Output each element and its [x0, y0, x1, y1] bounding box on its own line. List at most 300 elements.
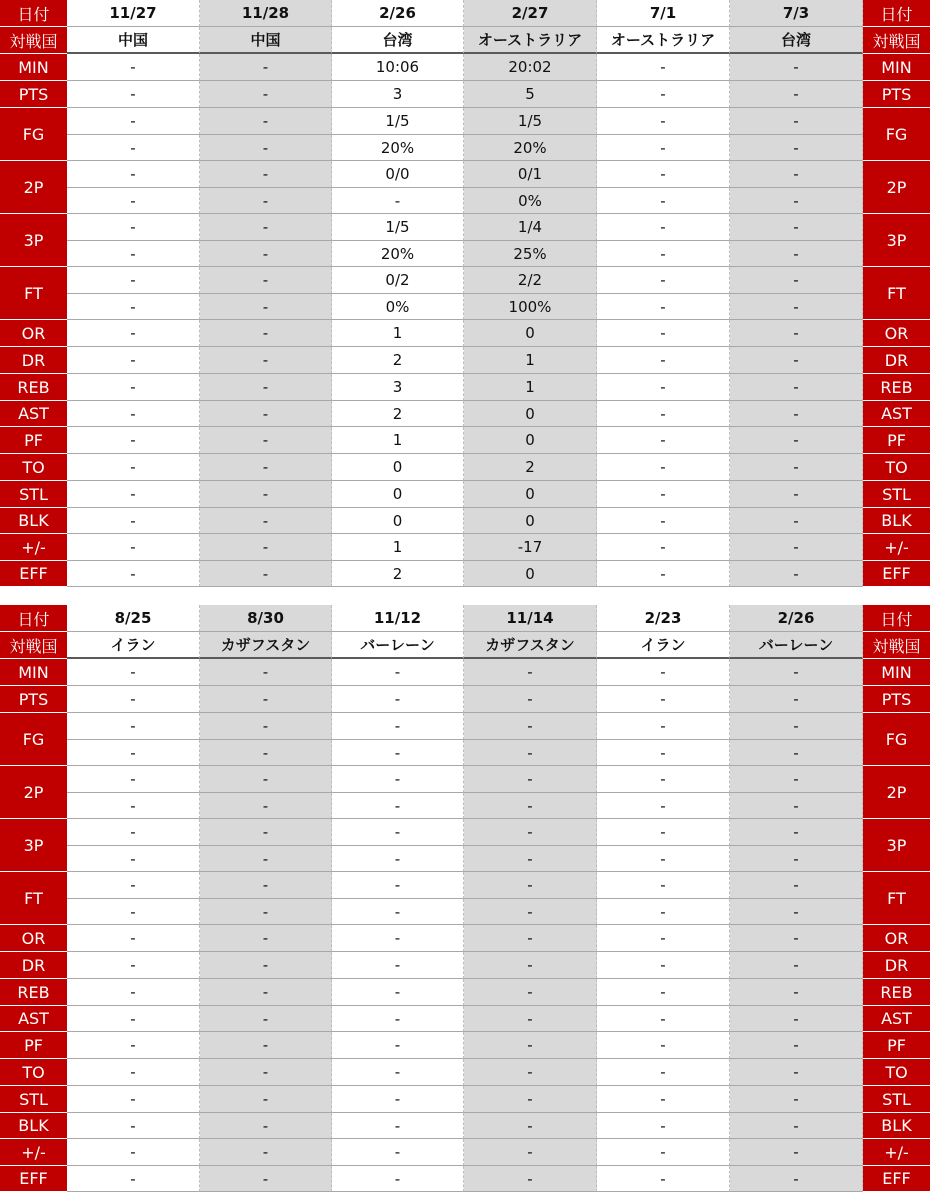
stat-cell: - [200, 713, 332, 740]
stat-cell: - [597, 819, 730, 846]
stat-cell: - [597, 561, 730, 587]
row-label-left: TO [0, 454, 67, 481]
game-opponent: 台湾 [332, 27, 464, 54]
stat-cell: - [730, 659, 863, 686]
stat-cell: - [67, 899, 200, 925]
stat-cell: - [597, 1006, 730, 1032]
stat-cell: - [67, 188, 200, 214]
stat-cell: - [597, 1139, 730, 1166]
row-label-right: TO [863, 454, 930, 481]
row-label-right: FG [863, 713, 930, 766]
stat-cell: - [597, 54, 730, 81]
stat-cell: - [332, 766, 464, 793]
row-label-left: PF [0, 1032, 67, 1059]
stat-cell: - [597, 188, 730, 214]
stat-cell: - [67, 347, 200, 374]
stat-cell: 0/0 [332, 161, 464, 188]
stat-cell: - [332, 925, 464, 952]
stat-cell: 0 [464, 561, 597, 587]
stat-cell: 1 [464, 374, 597, 401]
stat-cell: - [200, 740, 332, 766]
row-label-right: +/- [863, 534, 930, 561]
stat-cell: - [464, 686, 597, 713]
stat-cell: - [67, 1006, 200, 1032]
stat-cell: - [730, 534, 863, 561]
row-label-left: AST [0, 1006, 67, 1032]
stat-cell: 1/5 [332, 214, 464, 241]
stat-cell: - [730, 713, 863, 740]
stat-cell: - [597, 454, 730, 481]
stat-cell: 5 [464, 81, 597, 108]
row-label-left: 対戦国 [0, 27, 67, 54]
stat-cell: - [332, 899, 464, 925]
stat-cell: - [67, 241, 200, 267]
stat-cell: - [67, 1113, 200, 1139]
stat-cell: - [730, 161, 863, 188]
stat-cell: - [200, 1006, 332, 1032]
stat-cell: - [200, 766, 332, 793]
stat-cell: - [597, 1032, 730, 1059]
stats-grid-bottom [0, 605, 930, 1192]
stat-cell: 1/4 [464, 214, 597, 241]
stat-cell: - [67, 766, 200, 793]
row-label-right: AST [863, 1006, 930, 1032]
stat-cell: 0/2 [332, 267, 464, 294]
stat-cell: - [67, 793, 200, 819]
game-date: 11/12 [332, 605, 464, 632]
stat-cell: - [597, 481, 730, 508]
row-label-left: 2P [0, 766, 67, 819]
game-opponent: 中国 [67, 27, 200, 54]
row-label-left: BLK [0, 508, 67, 534]
row-label-right: 対戦国 [863, 632, 930, 659]
stat-cell: - [464, 713, 597, 740]
stat-cell: - [67, 481, 200, 508]
stat-cell: - [597, 108, 730, 135]
row-label-right: OR [863, 925, 930, 952]
stat-cell: - [332, 1113, 464, 1139]
game-opponent: イラン [67, 632, 200, 659]
stat-cell: - [730, 188, 863, 214]
stat-cell: -17 [464, 534, 597, 561]
stat-cell: - [332, 1059, 464, 1086]
stat-cell: 0 [464, 401, 597, 427]
stat-cell: - [200, 81, 332, 108]
stat-cell: - [597, 1166, 730, 1192]
stat-cell: - [597, 766, 730, 793]
stat-cell: - [67, 713, 200, 740]
stat-cell: - [464, 979, 597, 1006]
stat-cell: - [200, 534, 332, 561]
stat-cell: - [597, 267, 730, 294]
stat-cell: - [67, 925, 200, 952]
stat-cell: - [597, 135, 730, 161]
row-label-left: FG [0, 713, 67, 766]
stat-cell: 0 [332, 481, 464, 508]
stat-cell: 0 [464, 481, 597, 508]
stat-cell: - [730, 846, 863, 872]
stat-cell: - [200, 54, 332, 81]
game-opponent: 中国 [200, 27, 332, 54]
stat-cell: - [730, 81, 863, 108]
stat-cell: 0% [332, 294, 464, 320]
stat-cell: 0 [332, 508, 464, 534]
row-label-left: +/- [0, 1139, 67, 1166]
stat-cell: - [332, 793, 464, 819]
stat-cell: - [730, 1059, 863, 1086]
stat-cell: - [597, 241, 730, 267]
stat-cell: - [67, 508, 200, 534]
stat-cell: - [332, 188, 464, 214]
row-label-left: STL [0, 1086, 67, 1113]
stat-cell: - [730, 54, 863, 81]
row-label-right: PF [863, 1032, 930, 1059]
row-label-left: FT [0, 872, 67, 925]
stat-cell: - [200, 1113, 332, 1139]
stat-cell: - [730, 374, 863, 401]
stat-cell: - [730, 294, 863, 320]
stat-cell: - [464, 819, 597, 846]
stat-cell: - [200, 925, 332, 952]
stat-cell: - [67, 108, 200, 135]
stat-cell: - [67, 819, 200, 846]
stat-cell: - [464, 846, 597, 872]
stat-cell: - [200, 508, 332, 534]
stat-cell: - [67, 659, 200, 686]
row-label-left: FT [0, 267, 67, 320]
stat-cell: - [730, 899, 863, 925]
stat-cell: 0 [464, 427, 597, 454]
row-label-left: PF [0, 427, 67, 454]
stat-cell: - [730, 481, 863, 508]
row-label-left: 日付 [0, 605, 67, 632]
stat-cell: - [67, 846, 200, 872]
row-label-right: PTS [863, 81, 930, 108]
row-label-right: DR [863, 952, 930, 979]
stat-cell: - [597, 740, 730, 766]
stat-cell: 2/2 [464, 267, 597, 294]
row-label-right: 日付 [863, 0, 930, 27]
row-label-right: 3P [863, 214, 930, 267]
stat-cell: - [730, 267, 863, 294]
stat-cell: - [597, 846, 730, 872]
stat-cell: - [730, 872, 863, 899]
stat-cell: - [200, 481, 332, 508]
stat-cell: - [200, 267, 332, 294]
stat-cell: - [597, 81, 730, 108]
row-label-left: FG [0, 108, 67, 161]
stat-cell: - [730, 1086, 863, 1113]
game-date: 2/23 [597, 605, 730, 632]
stat-cell: - [67, 401, 200, 427]
game-opponent: 台湾 [730, 27, 863, 54]
stat-cell: - [67, 1166, 200, 1192]
row-label-left: REB [0, 979, 67, 1006]
stat-cell: - [67, 135, 200, 161]
stat-cell: - [200, 872, 332, 899]
game-opponent: イラン [597, 632, 730, 659]
game-date: 11/28 [200, 0, 332, 27]
stat-cell: 20% [332, 241, 464, 267]
stat-cell: - [67, 54, 200, 81]
stat-cell: - [464, 740, 597, 766]
stat-cell: - [597, 1086, 730, 1113]
stat-cell: - [332, 872, 464, 899]
stat-cell: 0 [464, 320, 597, 347]
stat-cell: - [67, 1032, 200, 1059]
stat-cell: - [332, 1139, 464, 1166]
stat-cell: - [67, 294, 200, 320]
row-label-right: 2P [863, 766, 930, 819]
stat-cell: - [730, 320, 863, 347]
stat-cell: - [597, 1059, 730, 1086]
stat-cell: - [200, 659, 332, 686]
stat-cell: - [730, 347, 863, 374]
stat-cell: - [332, 1032, 464, 1059]
game-date: 2/26 [730, 605, 863, 632]
row-label-right: +/- [863, 1139, 930, 1166]
stat-cell: - [200, 320, 332, 347]
stat-cell: - [730, 1032, 863, 1059]
stat-cell: - [332, 659, 464, 686]
game-date: 11/27 [67, 0, 200, 27]
stat-cell: - [332, 846, 464, 872]
stat-cell: - [464, 766, 597, 793]
stat-cell: - [730, 427, 863, 454]
stat-cell: - [730, 401, 863, 427]
stat-cell: - [597, 161, 730, 188]
row-label-left: OR [0, 320, 67, 347]
stat-cell: - [730, 1113, 863, 1139]
stat-cell: - [730, 454, 863, 481]
row-label-left: +/- [0, 534, 67, 561]
stat-cell: 100% [464, 294, 597, 320]
game-opponent: バーレーン [730, 632, 863, 659]
stat-cell: - [200, 1032, 332, 1059]
stat-cell: 0% [464, 188, 597, 214]
row-label-right: FG [863, 108, 930, 161]
row-label-right: AST [863, 401, 930, 427]
stat-cell: - [464, 793, 597, 819]
stat-cell: - [200, 979, 332, 1006]
stat-cell: - [730, 819, 863, 846]
game-date: 7/1 [597, 0, 730, 27]
stat-cell: - [67, 561, 200, 587]
row-label-right: 3P [863, 819, 930, 872]
stat-cell: 20% [464, 135, 597, 161]
stat-cell: - [597, 1113, 730, 1139]
stats-table-top [0, 0, 930, 587]
stat-cell: - [200, 347, 332, 374]
stat-cell: - [597, 214, 730, 241]
stat-cell: 2 [464, 454, 597, 481]
stat-cell: - [200, 161, 332, 188]
stat-cell: - [67, 267, 200, 294]
stat-cell: - [464, 899, 597, 925]
stat-cell: - [597, 659, 730, 686]
row-label-left: OR [0, 925, 67, 952]
stat-cell: - [464, 1059, 597, 1086]
stat-cell: - [464, 1032, 597, 1059]
stat-cell: - [200, 1139, 332, 1166]
row-label-left: DR [0, 347, 67, 374]
row-label-left: 日付 [0, 0, 67, 27]
stat-cell: - [464, 1139, 597, 1166]
stat-cell: - [332, 1006, 464, 1032]
stat-cell: - [200, 1059, 332, 1086]
stat-cell: - [332, 1086, 464, 1113]
stat-cell: - [597, 952, 730, 979]
stat-cell: 2 [332, 401, 464, 427]
stat-cell: - [67, 872, 200, 899]
game-date: 7/3 [730, 0, 863, 27]
stat-cell: - [67, 214, 200, 241]
stat-cell: - [200, 135, 332, 161]
row-label-left: PTS [0, 686, 67, 713]
stat-cell: - [730, 1139, 863, 1166]
stat-cell: - [464, 925, 597, 952]
stat-cell: - [332, 819, 464, 846]
stat-cell: 0 [332, 454, 464, 481]
stat-cell: 20:02 [464, 54, 597, 81]
stat-cell: - [730, 952, 863, 979]
stat-cell: - [730, 686, 863, 713]
stat-cell: - [730, 135, 863, 161]
stat-cell: - [332, 686, 464, 713]
stat-cell: - [67, 427, 200, 454]
stat-cell: - [597, 347, 730, 374]
game-opponent: オーストラリア [597, 27, 730, 54]
stat-cell: - [597, 793, 730, 819]
row-label-right: 2P [863, 161, 930, 214]
stat-cell: 3 [332, 374, 464, 401]
stat-cell: - [200, 1086, 332, 1113]
stat-cell: - [67, 1059, 200, 1086]
stat-cell: - [597, 401, 730, 427]
stat-cell: - [200, 819, 332, 846]
stat-cell: 0/1 [464, 161, 597, 188]
stat-cell: - [67, 686, 200, 713]
stat-cell: - [200, 374, 332, 401]
stat-cell: - [67, 81, 200, 108]
stat-cell: - [67, 1139, 200, 1166]
row-label-right: TO [863, 1059, 930, 1086]
stat-cell: 25% [464, 241, 597, 267]
stat-cell: - [730, 925, 863, 952]
stat-cell: - [730, 108, 863, 135]
row-label-left: DR [0, 952, 67, 979]
row-label-right: DR [863, 347, 930, 374]
row-label-left: PTS [0, 81, 67, 108]
stats-table-bottom [0, 605, 930, 1192]
stat-cell: - [597, 686, 730, 713]
stat-cell: - [200, 108, 332, 135]
stat-cell: - [200, 454, 332, 481]
row-label-left: REB [0, 374, 67, 401]
stat-cell: 1 [464, 347, 597, 374]
row-label-left: EFF [0, 1166, 67, 1192]
row-label-right: BLK [863, 508, 930, 534]
row-label-left: 2P [0, 161, 67, 214]
stat-cell: - [730, 793, 863, 819]
stat-cell: - [67, 740, 200, 766]
stat-cell: - [597, 508, 730, 534]
stat-cell: 1 [332, 534, 464, 561]
stat-cell: - [464, 952, 597, 979]
row-label-left: BLK [0, 1113, 67, 1139]
row-label-right: 対戦国 [863, 27, 930, 54]
game-date: 8/30 [200, 605, 332, 632]
row-label-right: PTS [863, 686, 930, 713]
stat-cell: - [200, 952, 332, 979]
stat-cell: - [464, 659, 597, 686]
stat-cell: - [730, 1166, 863, 1192]
stat-cell: - [200, 401, 332, 427]
stat-cell: - [464, 1006, 597, 1032]
stat-cell: - [200, 241, 332, 267]
row-label-left: 3P [0, 819, 67, 872]
stat-cell: - [597, 534, 730, 561]
game-date: 2/27 [464, 0, 597, 27]
stat-cell: - [597, 320, 730, 347]
row-label-right: FT [863, 872, 930, 925]
row-label-right: MIN [863, 659, 930, 686]
stat-cell: - [200, 561, 332, 587]
stat-cell: 20% [332, 135, 464, 161]
stat-cell: - [332, 979, 464, 1006]
stat-cell: - [67, 161, 200, 188]
stat-cell: - [67, 952, 200, 979]
row-label-right: FT [863, 267, 930, 320]
row-label-right: EFF [863, 561, 930, 587]
stat-cell: - [597, 872, 730, 899]
stat-cell: - [200, 686, 332, 713]
stat-cell: - [597, 899, 730, 925]
stat-cell: - [730, 740, 863, 766]
stat-cell: - [67, 320, 200, 347]
stat-cell: - [597, 713, 730, 740]
stat-cell: - [200, 214, 332, 241]
stat-cell: - [730, 979, 863, 1006]
stat-cell: - [67, 534, 200, 561]
stat-cell: - [730, 766, 863, 793]
game-opponent: カザフスタン [464, 632, 597, 659]
row-label-right: PF [863, 427, 930, 454]
row-label-right: STL [863, 481, 930, 508]
game-opponent: カザフスタン [200, 632, 332, 659]
stat-cell: - [332, 713, 464, 740]
row-label-left: MIN [0, 54, 67, 81]
stat-cell: - [67, 454, 200, 481]
row-label-right: 日付 [863, 605, 930, 632]
stat-cell: - [67, 374, 200, 401]
row-label-right: REB [863, 979, 930, 1006]
game-date: 8/25 [67, 605, 200, 632]
stat-cell: 2 [332, 347, 464, 374]
stat-cell: - [67, 979, 200, 1006]
stat-cell: - [597, 979, 730, 1006]
stat-cell: - [730, 241, 863, 267]
stat-cell: 1 [332, 427, 464, 454]
row-label-left: MIN [0, 659, 67, 686]
stat-cell: - [332, 952, 464, 979]
stat-cell: 1/5 [464, 108, 597, 135]
row-label-left: STL [0, 481, 67, 508]
stat-cell: 1 [332, 320, 464, 347]
stat-cell: - [597, 294, 730, 320]
stat-cell: - [332, 740, 464, 766]
row-label-right: STL [863, 1086, 930, 1113]
